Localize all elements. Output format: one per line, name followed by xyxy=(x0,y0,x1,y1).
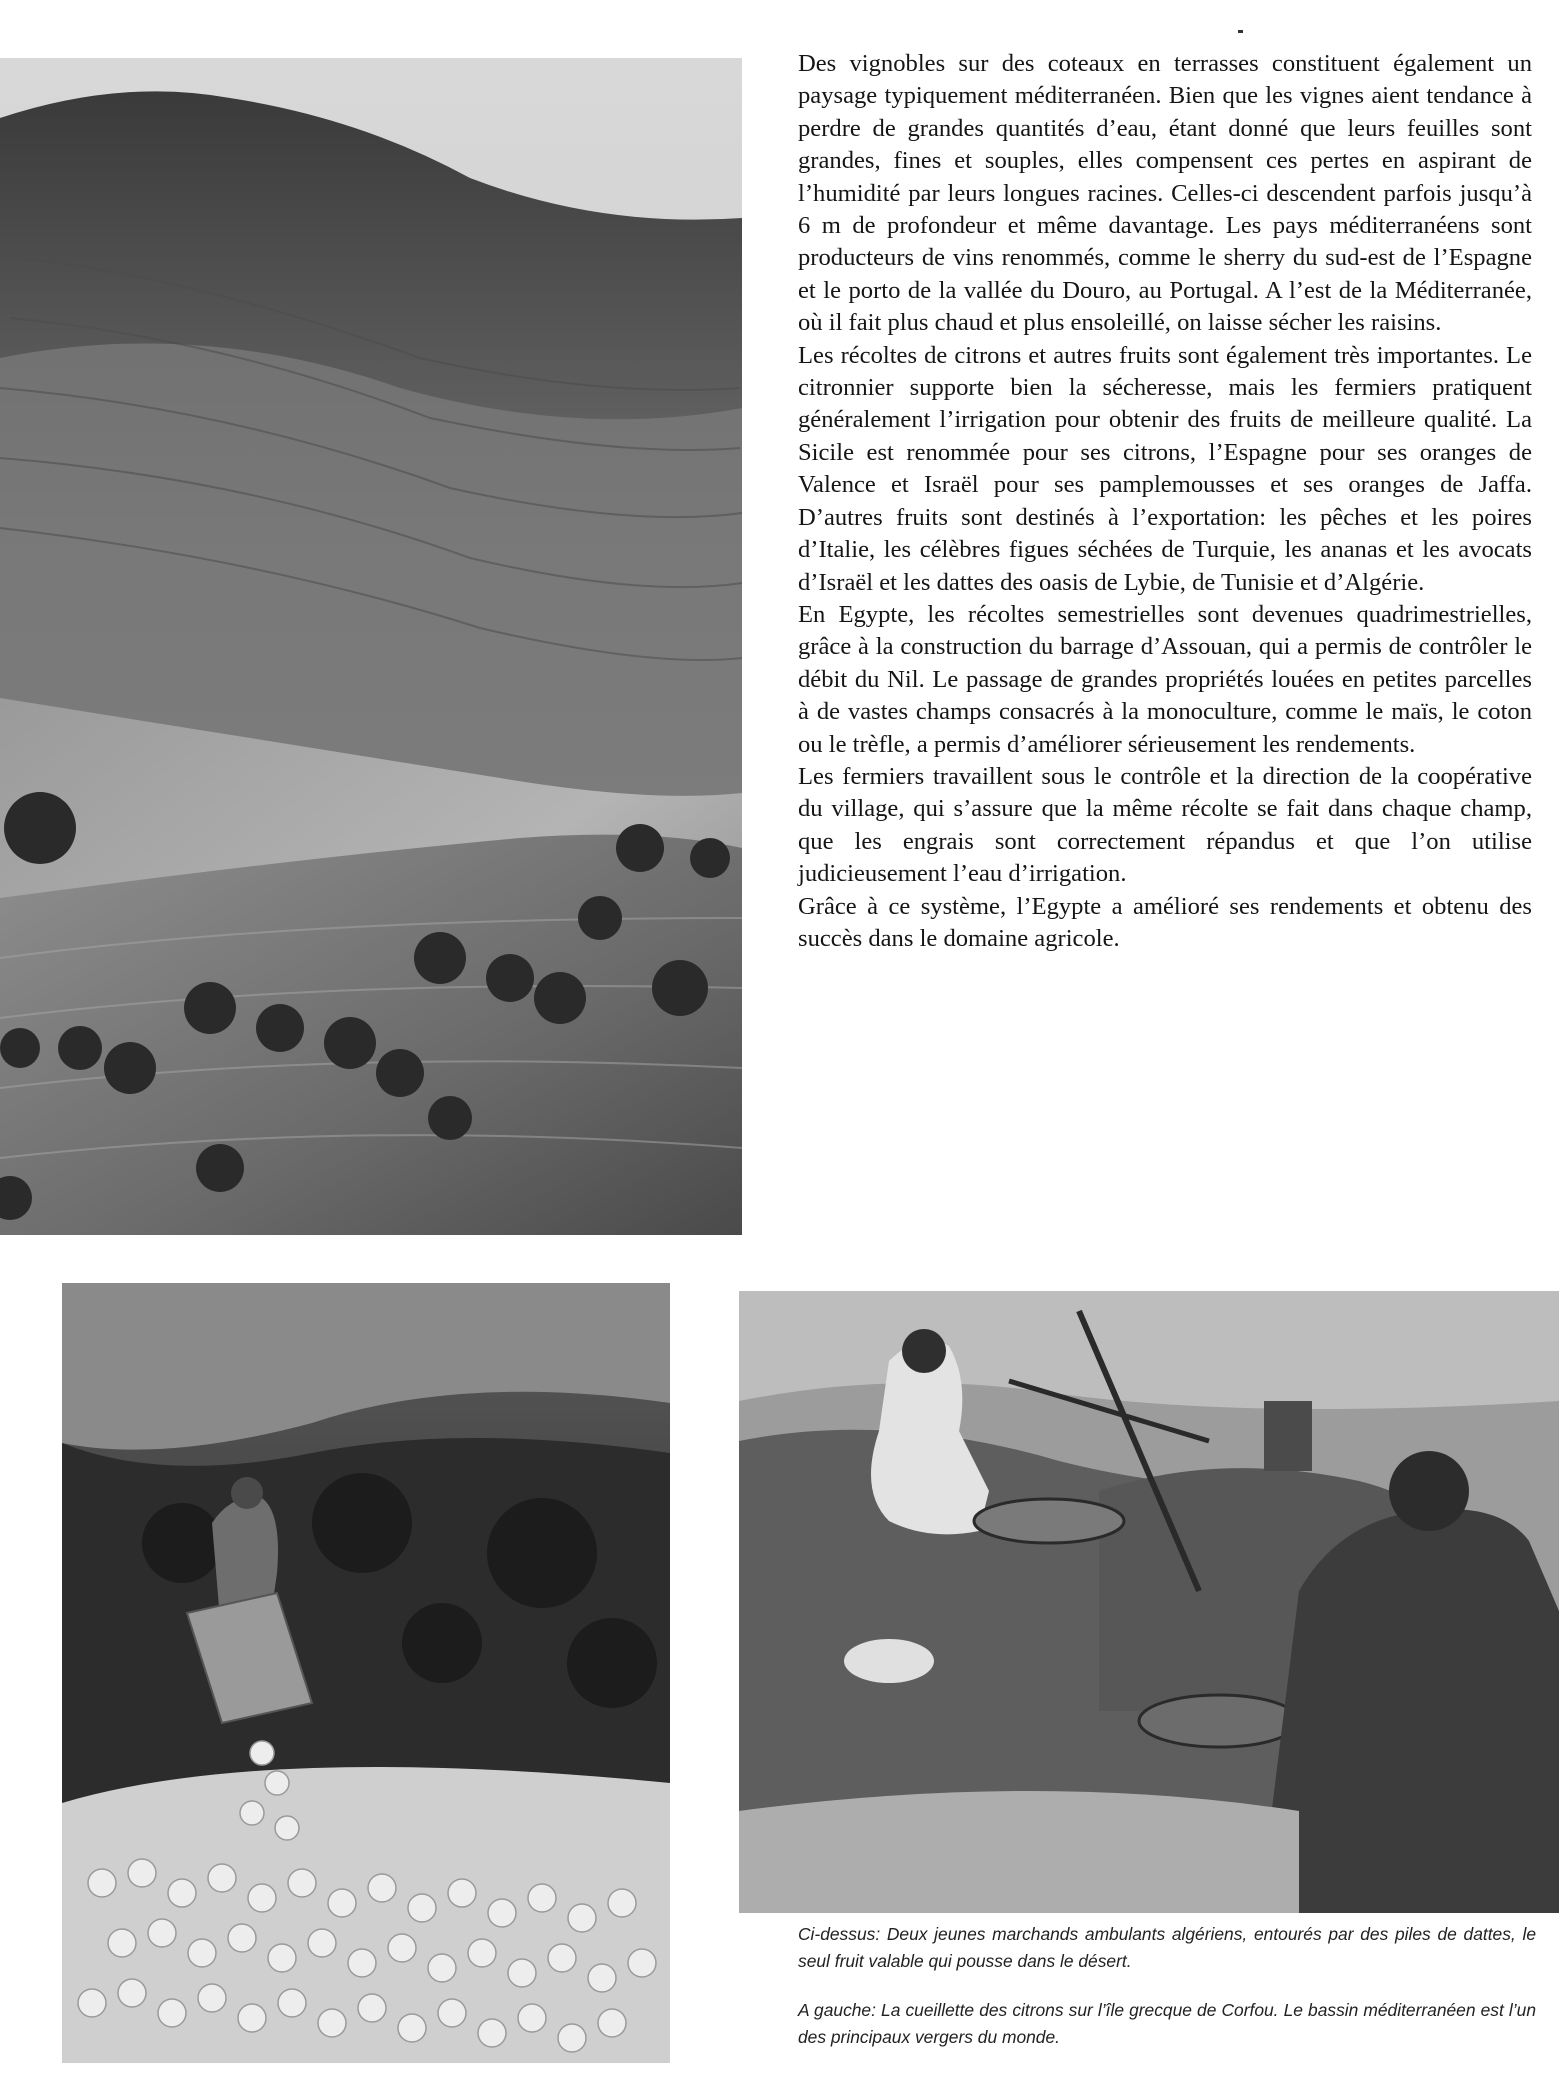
paragraph-citrus: Les récoltes de citrons et autres fruits sont également très importantes. Le citronnier supporte bien la sécheresse, mais les fermiers pratiquent généralement l’irrigation pour obtenir des fruits de meilleure qualité. La Sicile est renommée pour ses citrons, l’Espagne pour ses oranges de Valence et Israël pour ses pamplemousses et ses oranges de Jaffa. D’autres fruits sont destinés à l’exportation: les pêches et les poires d’Italie, les célèbres figues séchées de Turquie, les ananas et les avocats d’Israël et les dattes des oasis de Lybie, de Tunisie et d’Algérie. xyxy=(798,341,1532,596)
article-body xyxy=(798,48,1532,955)
paragraph-egypt: En Egypte, les récoltes semestrielles sont devenues quadrimestrielles, grâce à la construction du barrage d’Assouan, qui a permis de contrôler le débit du Nil. Le passage de grandes propriétés louées en petites parcelles à de vastes champs consacrés à la monoculture, comme le maïs, le coton ou le trèfle, a permis d’améliorer sérieusement les rendements. xyxy=(798,600,1532,758)
landscape-photo xyxy=(0,58,742,1235)
paragraph-cooperative: Les fermiers travaillent sous le contrôle et la direction de la coopérative du village, qui s’assure que la même récolte se fait dans chaque champ, que les engrais sont correctement répandus et que l’on utilise judicieusement l’eau d’irrigation. xyxy=(798,762,1532,888)
caption-date-sellers: Ci-dessus: Deux jeunes marchands ambulants algériens, entourés par des piles de dattes, le seul fruit valable qui pousse dans le désert. xyxy=(798,1924,1536,1971)
caption-lemon-harvest: A gauche: La cueillette des citrons sur l’île grecque de Corfou. Le bassin méditerranéen est l’un des principaux vergers du monde. xyxy=(798,2000,1536,2047)
paragraph-conclusion: Grâce à ce système, l’Egypte a amélioré ses rendements et obtenu des succès dans le domaine agricole. xyxy=(798,892,1532,952)
lemon-harvest-photo xyxy=(62,1283,670,2063)
date-sellers-photo xyxy=(739,1291,1559,1913)
paragraph-vineyards: Des vignobles sur des coteaux en terrasses constituent également un paysage typiquement méditerranéen. Bien que les vignes aient tendance à perdre de grandes quantités d’eau, étant donné que leurs feuilles sont grandes, fines et souples, elles compensent ces pertes en aspirant de l’humidité par leurs longues racines. Celles-ci descendent parfois jusqu’à 6 m de profondeur et même davantage. Les pays méditerranéens sont producteurs de vins renommés, comme le sherry du sud-est de l’Espagne et le porto de la vallée du Douro, au Portugal. A l’est de la Méditerranée, où il fait plus chaud et plus ensoleillé, on laisse sécher les raisins. xyxy=(798,50,1532,337)
print-mark xyxy=(1238,30,1243,33)
